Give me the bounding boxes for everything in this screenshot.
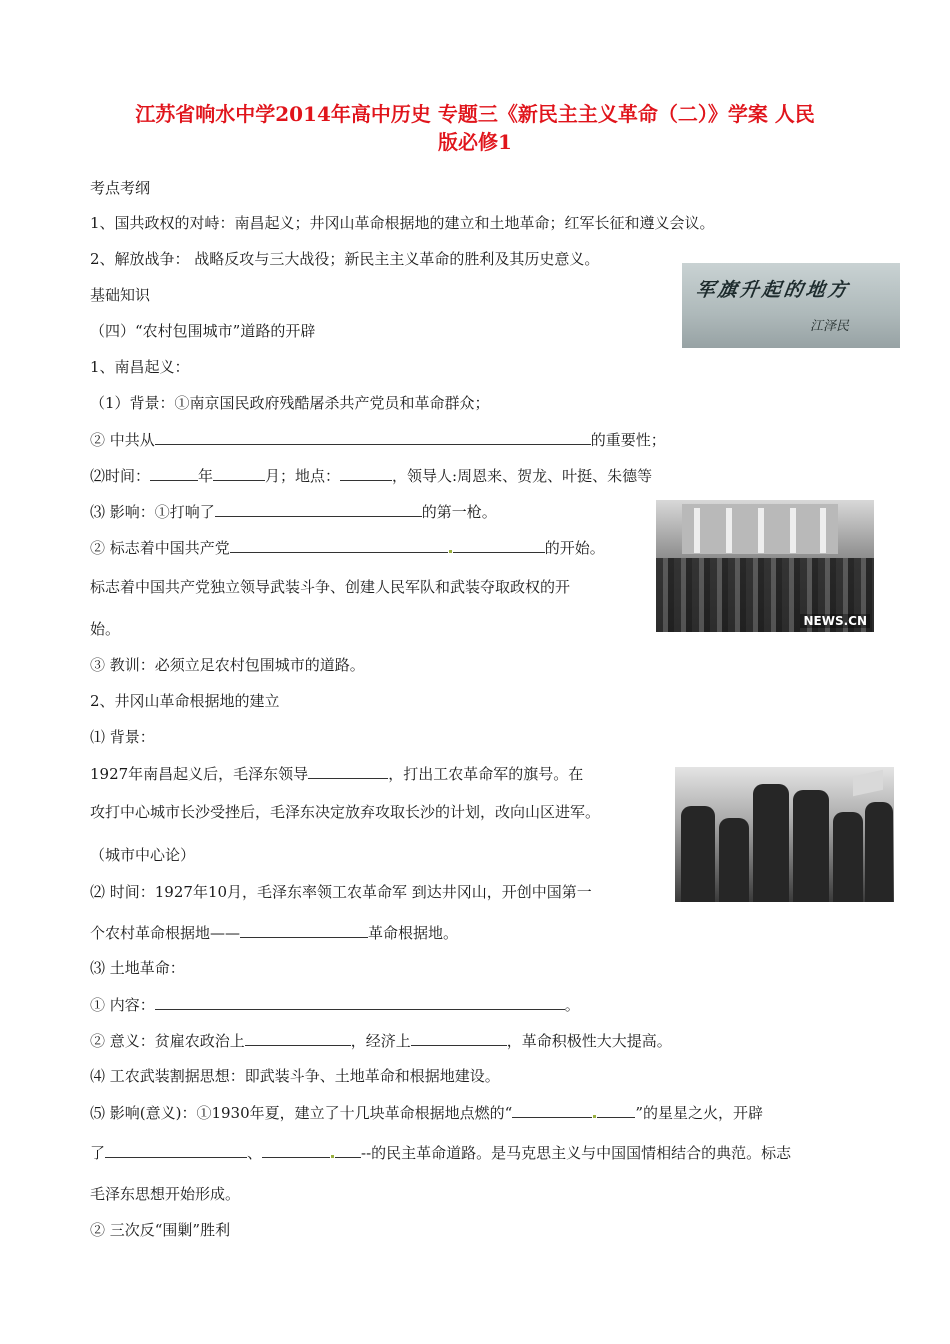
- jinggang-bg-1: 1927年南昌起义后，毛泽东领导 ，打出工农革命军的旗号。在: [90, 765, 584, 783]
- nanchang-impact: ⑶ 影响：①打响了 的第一枪。: [90, 503, 497, 521]
- figure: [793, 790, 829, 902]
- blank-field[interactable]: [453, 537, 545, 553]
- blank-field[interactable]: [230, 537, 448, 553]
- blank-field[interactable]: [215, 501, 422, 517]
- blank-field[interactable]: [240, 922, 368, 938]
- figure: [753, 784, 789, 902]
- document-title: [60, 100, 890, 156]
- jinggang-bg-3: （城市中心论）: [90, 846, 196, 864]
- blank-year[interactable]: [150, 465, 198, 481]
- jinggang-time-2: 个农村革命根据地—— 革命根据地。: [90, 924, 459, 942]
- influence-dot: [593, 1115, 596, 1118]
- blank-field[interactable]: [105, 1142, 247, 1158]
- jinggang-title: 2、井冈山革命根据地的建立: [90, 692, 280, 710]
- section-4-heading: （四）“农村包围城市”道路的开辟: [90, 322, 316, 340]
- basics-heading: 基础知识: [90, 286, 151, 304]
- jinggang-road: 了 、 --的民主革命道路。是马克思主义与中国国情相结合的典范。标志: [90, 1144, 792, 1162]
- figure: [681, 806, 715, 902]
- jinggangshan-photo: [675, 767, 894, 902]
- building-column: [758, 508, 764, 553]
- nanchang-background-2: ② 中共从 的重要性；: [90, 431, 666, 449]
- blank-field[interactable]: [262, 1142, 330, 1158]
- title-line-1: 江苏省响水中学2014年高中历史 专题三《新民主主义革命（二）》学案 人民: [135, 102, 815, 126]
- blank-field[interactable]: [411, 1030, 507, 1046]
- blank-field[interactable]: [308, 763, 388, 779]
- nanchang-desc-2: 始。: [90, 620, 121, 638]
- nanchang-time: ⑵时间： 年 月；地点： ，领导人:周恩来、贺龙、叶挺、朱德等: [90, 467, 653, 485]
- land-revolution-heading: ⑶ 土地革命：: [90, 959, 185, 977]
- mark-dot: [449, 550, 452, 553]
- land-content: ① 内容： 。: [90, 996, 580, 1014]
- title-line-2: 版必修1: [438, 130, 512, 154]
- calligraphy-image: [682, 263, 900, 348]
- blank-field[interactable]: [512, 1102, 592, 1118]
- nanchang-desc-1: 标志着中国共产党独立领导武装斗争、创建人民军队和武装夺取政权的开: [90, 578, 571, 596]
- building-column: [820, 508, 826, 553]
- building-column: [694, 508, 700, 553]
- mao-thought: 毛泽东思想开始形成。: [90, 1185, 241, 1203]
- blank-field[interactable]: [155, 429, 591, 445]
- building-column: [790, 508, 796, 553]
- blank-field[interactable]: [245, 1030, 351, 1046]
- nanchang-uprising-photo: [656, 500, 874, 632]
- blank-month[interactable]: [213, 465, 265, 481]
- nanchang-lesson: ③ 教训：必须立足农村包围城市的道路。: [90, 656, 365, 674]
- figure: [865, 802, 893, 902]
- flag: [853, 770, 883, 796]
- jinggang-bg-heading: ⑴ 背景：: [90, 728, 155, 746]
- blank-field[interactable]: [597, 1102, 635, 1118]
- jinggang-time-1: ⑵ 时间：1927年10月，毛泽东率领工农革命军 到达井冈山，开创中国第一: [90, 883, 592, 901]
- calligraphy-signature: 江泽民: [810, 319, 850, 334]
- outline-item-2: 2、解放战争： 战略反攻与三大战役；新民主主义革命的胜利及其历史意义。: [90, 250, 600, 268]
- armed-separatism: ⑷ 工农武装割据思想：即武装斗争、土地革命和根据地建设。: [90, 1067, 500, 1085]
- building-column: [726, 508, 732, 553]
- blank-field[interactable]: [155, 994, 565, 1010]
- road-dot: [331, 1155, 334, 1158]
- jinggang-influence: ⑸ 影响(意义)：①1930年夏，建立了十几块革命根据地点燃的“ ”的星星之火，开辟: [90, 1104, 763, 1122]
- outline-item-1: 1、国共政权的对峙：南昌起义；井冈山革命根据地的建立和土地革命；红军长征和遵义会议。: [90, 214, 715, 232]
- blank-field[interactable]: [335, 1142, 361, 1158]
- figure: [833, 812, 863, 902]
- outline-heading: 考点考纲: [90, 179, 151, 197]
- jinggang-bg-2: 攻打中心城市长沙受挫后，毛泽东决定放弃攻取长沙的计划，改向山区进军。: [90, 803, 601, 821]
- news-watermark: NEWS.CN: [800, 614, 870, 628]
- calligraphy-text: 军旗升起的地方: [694, 279, 852, 301]
- land-meaning: ② 意义：贫雇农政治上 ，经济上 ，革命积极性大大提高。: [90, 1032, 672, 1050]
- blank-place[interactable]: [340, 465, 392, 481]
- nanchang-title: 1、南昌起义：: [90, 358, 190, 376]
- nanchang-background: （1）背景：①南京国民政府残酷屠杀共产党员和革命群众；: [90, 394, 490, 412]
- nanchang-mark: ② 标志着中国共产党 的开始。: [90, 539, 605, 557]
- anti-encirclement: ② 三次反“围剿”胜利: [90, 1221, 231, 1239]
- figure: [719, 818, 749, 902]
